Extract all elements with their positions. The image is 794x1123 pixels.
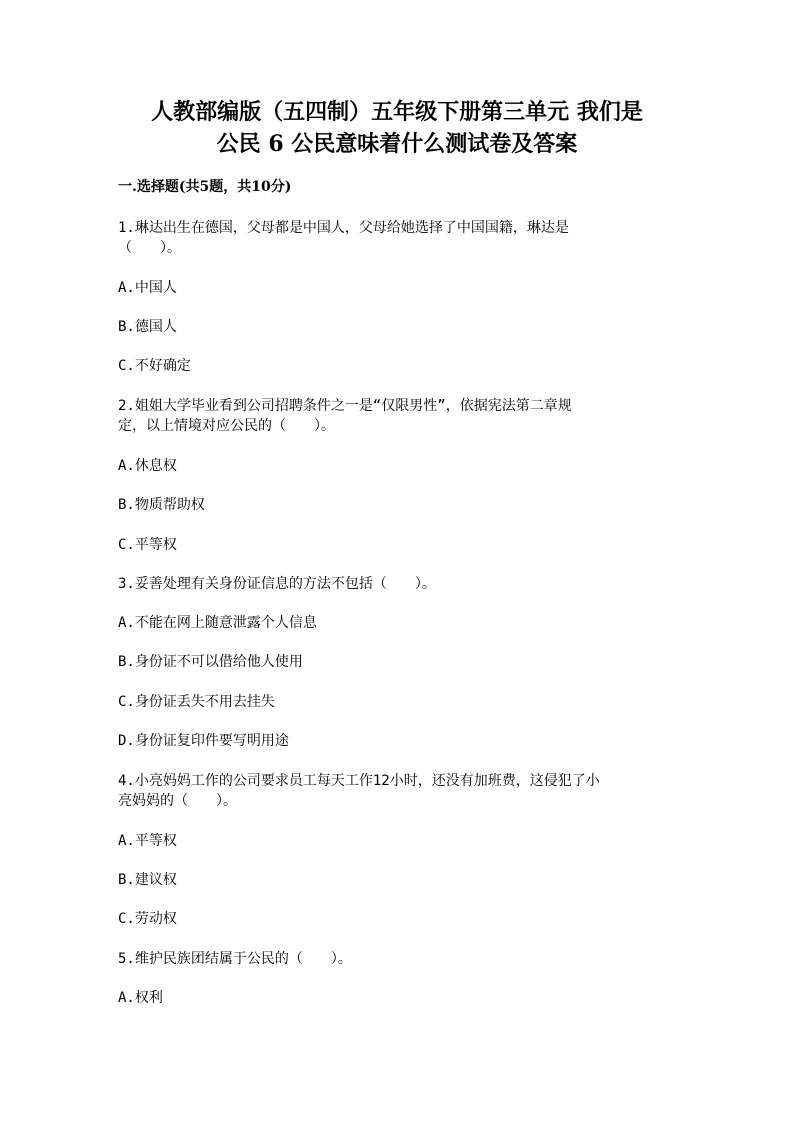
answer-option-c: C.身份证丢失不用去挂失: [118, 694, 275, 710]
section-heading: 一.选择题(共5题，共10分): [118, 179, 292, 195]
answer-option-b: B.建议权: [118, 872, 177, 888]
answer-option-a: A.权利: [118, 990, 163, 1006]
answer-option-a: A.不能在网上随意泄露个人信息: [118, 615, 317, 631]
answer-option-a: A.休息权: [118, 458, 177, 474]
question-stem: 3.妥善处理有关身份证信息的方法不包括（ ）。: [118, 576, 436, 592]
question-stem: 4.小亮妈妈工作的公司要求员工每天工作12小时，还没有加班费，这侵犯了小: [118, 773, 600, 789]
question-stem-continued: （ ）。: [118, 240, 181, 256]
answer-option-a: A.平等权: [118, 833, 177, 849]
answer-option-c: C.劳动权: [118, 911, 177, 927]
question-stem-continued: 亮妈妈的（ ）。: [118, 793, 237, 809]
answer-option-d: D.身份证复印件要写明用途: [118, 733, 289, 749]
answer-option-b: B.身份证不可以借给他人使用: [118, 654, 303, 670]
page-title-line-1: 人教部编版（五四制）五年级下册第三单元 我们是: [151, 99, 643, 125]
question-stem-continued: 定，以上情境对应公民的（ ）。: [118, 418, 335, 434]
answer-option-b: B.物质帮助权: [118, 497, 205, 513]
question-stem: 5.维护民族团结属于公民的（ ）。: [118, 951, 352, 967]
answer-option-a: A.中国人: [118, 280, 177, 296]
question-stem: 1.琳达出生在德国，父母都是中国人，父母给她选择了中国国籍，琳达是: [118, 220, 569, 236]
page-title-line-2: 公民 6 公民意味着什么测试卷及答案: [216, 131, 578, 157]
answer-option-c: C.不好确定: [118, 358, 191, 374]
answer-option-b: B.德国人: [118, 319, 177, 335]
question-stem: 2.姐姐大学毕业看到公司招聘条件之一是“仅限男性”，依据宪法第二章规: [118, 398, 572, 414]
answer-option-c: C.平等权: [118, 537, 177, 553]
